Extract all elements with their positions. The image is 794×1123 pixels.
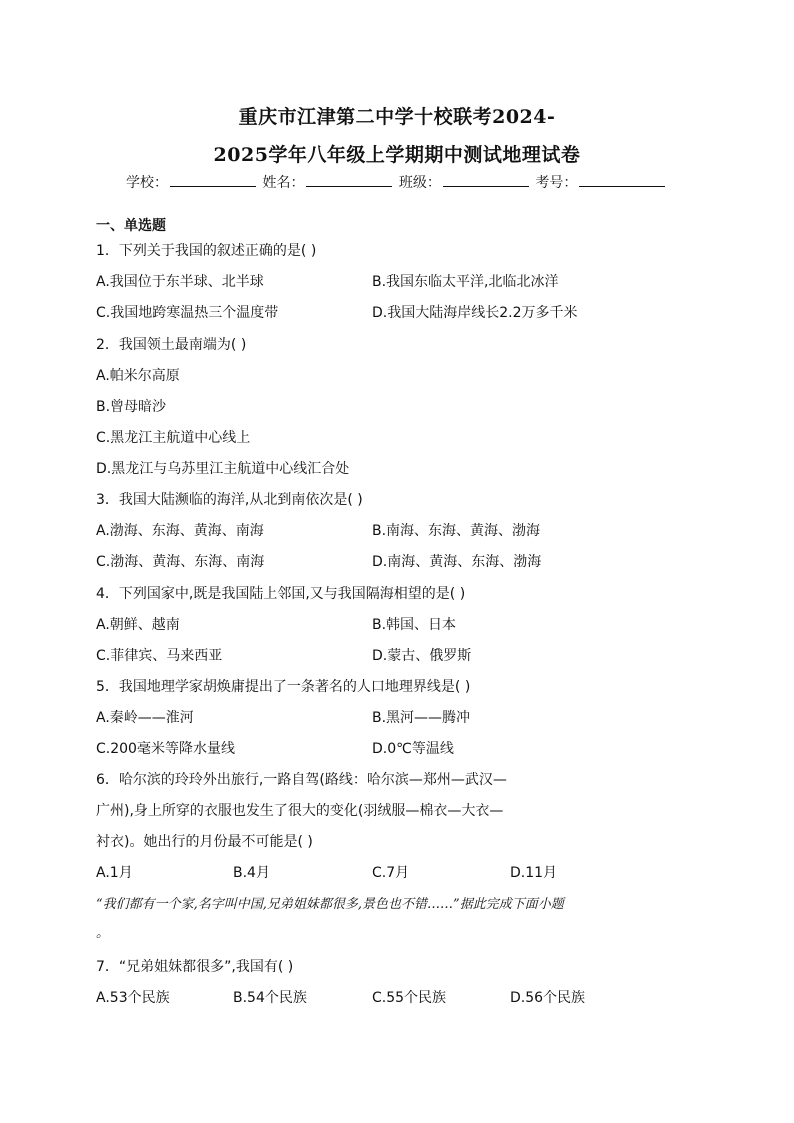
question-1-option-b: B.我国东临太平洋,北临北冰洋 [372,274,559,290]
question-5-option-b: B.黑河——腾冲 [372,710,471,726]
exam-number-blank [579,172,665,187]
question-2-option-d: D.黑龙江与乌苏里江主航道中心线汇合处 [96,461,350,477]
question-7-stem: 7．“兄弟姐妹都很多”,我国有( ) [96,959,294,975]
school-blank [170,172,256,187]
question-4-option-b: B.韩国、日本 [372,617,457,633]
section-heading: 一、单选题 [96,218,166,234]
question-4-option-d: D.蒙古、俄罗斯 [372,648,472,664]
school-label: 学校： [126,175,168,191]
question-2-option-a: A.帕米尔高原 [96,368,180,384]
question-6-option-d: D.11月 [510,865,558,881]
question-2-stem: 2．我国领土最南端为( ) [96,337,247,353]
question-3-option-a: A.渤海、东海、黄海、南海 [96,523,264,539]
question-1-option-c: C.我国地跨寒温热三个温度带 [96,305,279,321]
question-7-option-d: D.56个民族 [510,990,586,1006]
question-3-stem: 3．我国大陆濒临的海洋,从北到南依次是( ) [96,492,363,508]
question-4-option-c: C.菲律宾、马来西亚 [96,648,223,664]
passage-line1: “我们都有一个家,名字叫中国,兄弟姐妹都很多,景色也不错……”据此完成下面小题 [96,897,564,912]
question-5-option-c: C.200毫米等降水量线 [96,741,235,757]
question-6-option-a: A.1月 [96,865,133,881]
question-4-stem: 4．下列国家中,既是我国陆上邻国,又与我国隔海相望的是( ) [96,586,466,602]
question-1-stem: 1．下列关于我国的叙述正确的是( ) [96,243,317,259]
exam-number-label: 考号： [535,175,578,191]
question-3-option-d: D.南海、黄海、东海、渤海 [372,554,542,570]
question-1-option-a: A.我国位于东半球、北半球 [96,274,264,290]
passage-line2: 。 [96,926,110,941]
question-5-option-d: D.0℃等温线 [372,741,454,757]
question-6-option-c: C.7月 [372,865,410,881]
class-blank [443,172,529,187]
question-7-option-c: C.55个民族 [372,990,447,1006]
question-7-option-a: A.53个民族 [96,990,170,1006]
name-blank [306,172,392,187]
question-3-option-b: B.南海、东海、黄海、渤海 [372,523,541,539]
question-5-option-a: A.秦岭——淮河 [96,710,194,726]
exam-title-line2: 2025学年八年级上学期期中测试地理试卷 [213,144,581,166]
question-6-stem-line2: 广州),身上所穿的衣服也发生了很大的变化(羽绒服—棉衣—大衣— [96,803,504,819]
question-5-stem: 5．我国地理学家胡焕庸提出了一条著名的人口地理界线是( ) [96,679,471,695]
question-6-stem-line1: 6．哈尔滨的玲玲外出旅行,一路自驾(路线：哈尔滨—郑州—武汉— [96,772,507,788]
question-7-option-b: B.54个民族 [233,990,307,1006]
question-6-stem-line3: 衬衣)。她出行的月份最不可能是( ) [96,834,313,850]
question-6-option-b: B.4月 [233,865,270,881]
name-label: 姓名： [262,175,305,191]
student-info-row [126,172,667,192]
exam-title-line1: 重庆市江津第二中学十校联考2024- [238,106,556,128]
question-4-option-a: A.朝鲜、越南 [96,617,180,633]
question-1-option-d: D.我国大陆海岸线长2.2万多千米 [372,305,578,321]
question-3-option-c: C.渤海、黄海、东海、南海 [96,554,265,570]
question-2-option-b: B.曾母暗沙 [96,399,167,415]
class-label: 班级： [398,175,441,191]
question-2-option-c: C.黑龙江主航道中心线上 [96,430,251,446]
